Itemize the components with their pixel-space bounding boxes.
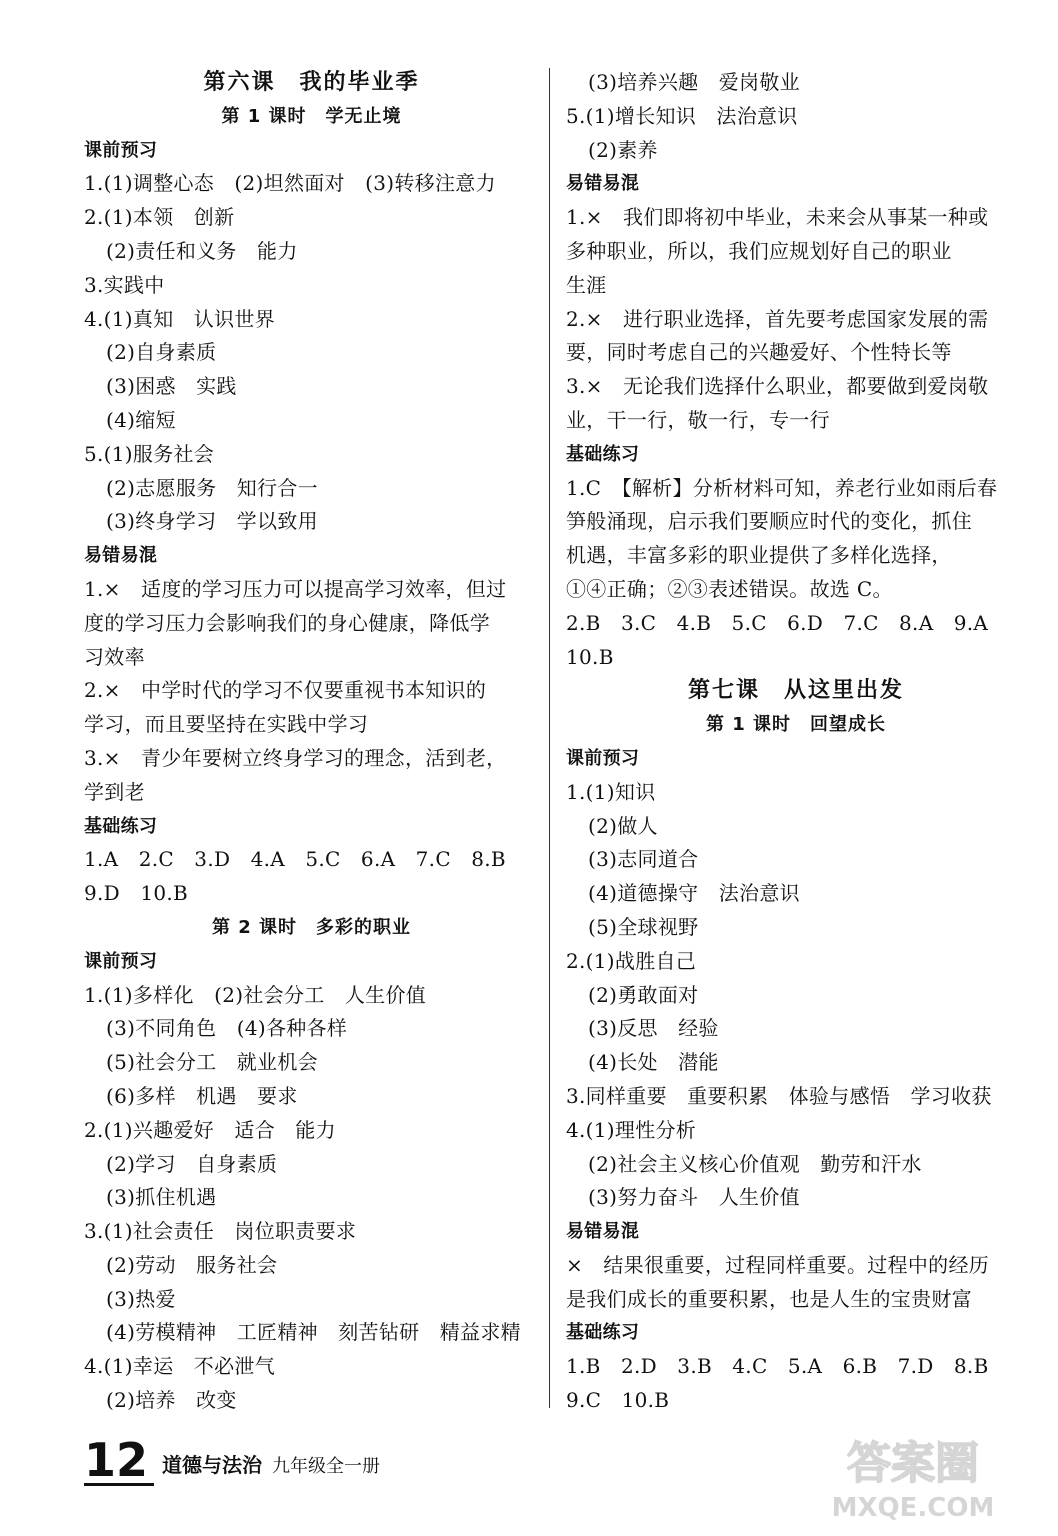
answer-subline: (4)劳模精神 工匠精神 刻苦钻研 精益求精 — [106, 1320, 521, 1345]
answer-line: 3.× 青少年要树立终身学习的理念，活到老， — [84, 745, 507, 770]
answer-subline: (4)长处 潜能 — [588, 1050, 719, 1075]
answer-subline: (5)社会分工 就业机会 — [106, 1050, 318, 1075]
section-heading: 易错易混 — [84, 545, 158, 567]
section-heading: 易错易混 — [566, 173, 640, 195]
column-divider — [549, 68, 550, 1408]
answer-line: 10.B — [566, 644, 614, 669]
answer-subline: (3)反思 经验 — [588, 1016, 719, 1041]
answer-line: × 结果很重要，过程同样重要。过程中的经历 — [566, 1252, 990, 1277]
answer-line: 1.× 我们即将初中毕业，未来会从事某一种或 — [566, 205, 989, 230]
answer-line: 1.B 2.D 3.B 4.C 5.A 6.B 7.D 8.B — [566, 1354, 989, 1379]
period-title: 第 1 课时 回望成长 — [705, 714, 887, 736]
lesson-title: 第七课 从这里出发 — [687, 678, 904, 704]
answer-subline: (3)抓住机遇 — [106, 1185, 217, 1210]
section-heading: 易错易混 — [566, 1221, 640, 1243]
answer-line: 1.(1)知识 — [566, 779, 656, 804]
answer-subline: (2)勇敢面对 — [588, 982, 699, 1007]
answer-subline: (3)困惑 实践 — [106, 374, 237, 399]
answer-line: 4.(1)理性分析 — [566, 1117, 697, 1142]
answer-line: 5.(1)增长知识 法治意识 — [566, 103, 798, 128]
answer-line: 1.A 2.C 3.D 4.A 5.C 6.A 7.C 8.B — [84, 847, 506, 872]
answer-subline: (3)终身学习 学以致用 — [106, 509, 318, 534]
section-heading: 基础练习 — [566, 443, 640, 465]
answer-line: 1.C 【解析】分析材料可知，养老行业如雨后春 — [566, 475, 998, 500]
answer-subline: (4)缩短 — [106, 407, 176, 432]
answer-subline: (5)全球视野 — [588, 914, 699, 939]
answer-line: 2.B 3.C 4.B 5.C 6.D 7.C 8.A 9.A — [566, 610, 989, 635]
period-title: 第 2 课时 多彩的职业 — [211, 916, 412, 938]
answer-line: 4.(1)幸运 不必泄气 — [84, 1354, 276, 1379]
answer-subline: (4)道德操守 法治意识 — [588, 881, 800, 906]
answer-line: 2.× 中学时代的学习不仅要重视书本知识的 — [84, 678, 487, 703]
right-column — [566, 66, 1026, 1418]
answer-line: 2.× 进行职业选择，首先要考虑国家发展的需 — [566, 306, 989, 331]
answer-line: 9.D 10.B — [84, 881, 189, 906]
watermark-url: MXQE.COM — [831, 1493, 995, 1523]
watermark-text: 答案圈 — [847, 1438, 979, 1489]
answer-subline: (2)做人 — [588, 813, 658, 838]
answer-line: 2.(1)战胜自己 — [566, 948, 697, 973]
page-footer — [84, 1426, 380, 1486]
answer-line: 是我们成长的重要积累，也是人生的宝贵财富 — [566, 1286, 972, 1311]
page-number: 12 — [84, 1437, 154, 1486]
answer-line: 1.× 适度的学习压力可以提高学习效率，但过 — [84, 576, 507, 601]
answer-subline: (2)责任和义务 能力 — [106, 238, 298, 263]
answer-line: 要，同时考虑自己的兴趣爱好、个性特长等 — [566, 340, 952, 365]
answer-line: 学习，而且要坚持在实践中学习 — [84, 712, 369, 737]
answer-subline: (2)学习 自身素质 — [106, 1151, 278, 1176]
answer-line: 9.C 10.B — [566, 1388, 670, 1413]
watermark-logo — [798, 1426, 1028, 1526]
period-title: 第 1 课时 学无止境 — [221, 105, 402, 127]
answer-line: 学到老 — [84, 779, 145, 804]
answer-line: 3.× 无论我们选择什么职业，都要做到爱岗敬 — [566, 374, 989, 399]
answer-line: 1.(1)调整心态 (2)坦然面对 (3)转移注意力 — [84, 171, 496, 196]
answer-line: 2.(1)本领 创新 — [84, 205, 235, 230]
grade-label: 九年级全一册 — [272, 1456, 381, 1477]
answer-line: 度的学习压力会影响我们的身心健康，降低学 — [84, 610, 490, 635]
answer-subline: (3)培养兴趣 爱岗敬业 — [588, 70, 800, 94]
answer-line: 2.(1)兴趣爱好 适合 能力 — [84, 1117, 336, 1142]
answer-subline: (2)社会主义核心价值观 勤劳和汗水 — [588, 1151, 922, 1176]
section-heading: 课前预习 — [566, 747, 640, 769]
answer-subline: (6)多样 机遇 要求 — [106, 1083, 298, 1108]
answer-subline: (2)劳动 服务社会 — [106, 1252, 278, 1277]
left-column — [84, 66, 539, 1418]
answer-line: 3.(1)社会责任 岗位职责要求 — [84, 1219, 357, 1244]
answer-subline: (3)不同角色 (4)各种各样 — [106, 1016, 348, 1041]
subject-title: 道德与法治 — [162, 1453, 263, 1477]
section-heading: 基础练习 — [566, 1322, 640, 1344]
answer-line: 机遇，丰富多彩的职业提供了多样化选择， — [566, 543, 952, 568]
answer-subline: (2)培养 改变 — [106, 1388, 237, 1413]
answer-line: 多种职业，所以，我们应规划好自己的职业 — [566, 238, 952, 263]
answer-line: 笋般涌现，启示我们要顺应时代的变化，抓住 — [566, 509, 972, 534]
answer-line: 5.(1)服务社会 — [84, 441, 215, 466]
section-heading: 基础练习 — [84, 815, 158, 837]
answer-subline: (3)志同道合 — [588, 847, 699, 872]
answer-line: 业，干一行，敬一行，专一行 — [566, 407, 830, 432]
answer-line: 习效率 — [84, 644, 145, 669]
answer-line: ①④正确；②③表述错误。故选 C。 — [566, 576, 893, 601]
section-heading: 课前预习 — [84, 139, 158, 161]
answer-subline: (2)志愿服务 知行合一 — [106, 475, 318, 500]
answer-subline: (3)努力奋斗 人生价值 — [588, 1185, 800, 1210]
lesson-title: 第六课 我的毕业季 — [203, 70, 420, 95]
answer-line: 1.(1)多样化 (2)社会分工 人生价值 — [84, 982, 427, 1007]
answer-subline: (3)热爱 — [106, 1286, 176, 1311]
answer-line: 3.实践中 — [84, 272, 165, 297]
answer-line: 3.同样重要 重要积累 体验与感悟 学习收获 — [566, 1083, 992, 1108]
answer-line: 生涯 — [566, 272, 607, 297]
section-heading: 课前预习 — [84, 950, 158, 972]
answer-subline: (2)自身素质 — [106, 340, 217, 365]
answer-line: 4.(1)真知 认识世界 — [84, 306, 276, 331]
answer-subline: (2)素养 — [588, 137, 658, 162]
